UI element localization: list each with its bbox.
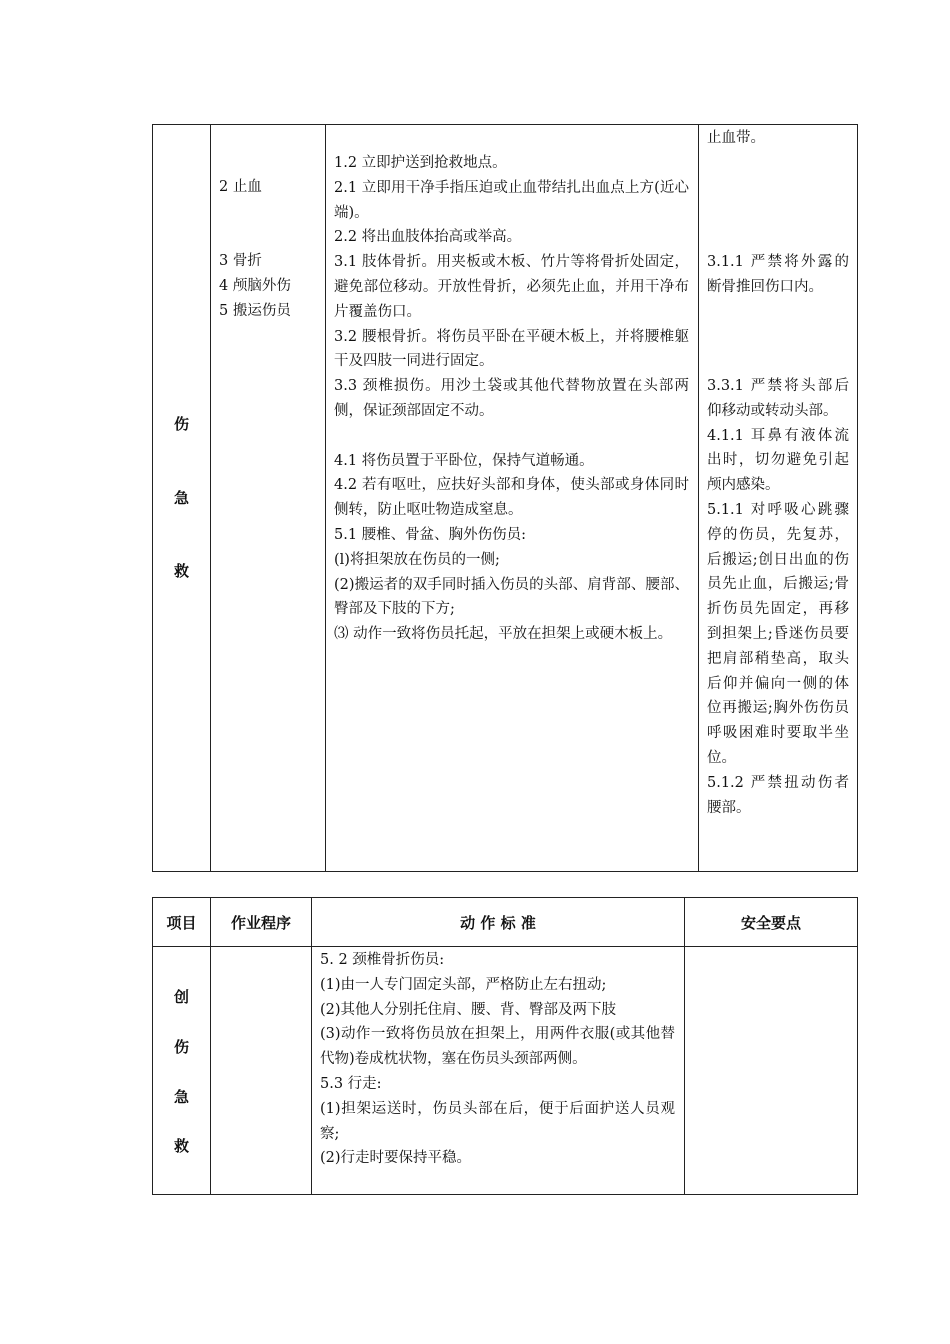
standard-paragraph: 4.1 将伤员置于平卧位，保持气道畅通。	[334, 452, 594, 469]
header-action-standard: 动 作 标 准	[312, 898, 685, 947]
standard-paragraph: 3.3 颈椎损伤。用沙土袋或其他代替物放置在头部两侧，保证颈部固定不动。	[334, 378, 689, 419]
standard-paragraph: 3.1 肢体骨折。用夹板或木板、竹片等将骨折处固定，避免部位移动。开放性骨折，必须先止血，并用干净布片覆盖伤口。	[334, 254, 689, 320]
table-row	[153, 947, 858, 1195]
procedure-cell	[211, 125, 326, 872]
safety-paragraph: 4.1.1 耳鼻有液体流出时，切勿避免引起颅内感染。	[707, 427, 849, 494]
safety-paragraph: 5.1.2 严禁扭动伤者腰部。	[707, 774, 849, 816]
standard-paragraph: (2)其他人分别托住肩、腰、背、臀部及两下肢	[320, 1001, 617, 1018]
procedure-step: 3 骨折	[219, 253, 262, 270]
item-char: 救	[173, 1137, 189, 1156]
standard-paragraph: 2.1 立即用干净手指压迫或止血带结扎出血点上方(近心端)。	[334, 179, 689, 221]
safety-paragraph: 5.1.1 对呼吸心跳骤停的伤员，先复苏，后搬运;创日出血的伤员先止血，后搬运;骨折伤员先固定，再移到担架上;昏迷伤员要把肩部稍垫高，取头后仰并偏向一侧的体位再搬运;胸外伤伤员呼吸困难时要取半坐位。	[707, 501, 849, 766]
standard-paragraph: 3.2 腰根骨折。将伤员平卧在平硬木板上，并将腰椎躯干及四肢一同进行固定。	[334, 328, 689, 370]
standard-paragraph: (l)将担架放在伤员的一侧;	[334, 551, 500, 568]
item-char: 伤	[173, 414, 189, 433]
item-cell	[153, 125, 211, 872]
safety-paragraph: 止血带。	[707, 130, 765, 146]
safety-points-cell	[699, 125, 858, 872]
item-char: 伤	[173, 1037, 189, 1056]
standard-paragraph: 2.2 将出血肢体抬高或举高。	[334, 229, 522, 246]
table-row	[153, 125, 858, 872]
header-item: 项目	[153, 898, 211, 947]
item-char: 创	[173, 988, 189, 1006]
procedure-step: 4 颅脑外伤	[219, 278, 291, 295]
procedure-table	[152, 897, 858, 1195]
procedure-cell	[211, 947, 312, 1195]
standard-paragraph: 1.2 立即护送到抢救地点。	[334, 155, 507, 171]
procedure-step: 5 搬运伤员	[219, 302, 291, 319]
item-char: 救	[173, 562, 189, 581]
standard-paragraph: 5. 2 颈椎骨折伤员:	[320, 952, 445, 968]
standard-paragraph: 4.2 若有呕吐，应扶好头部和身体，使头部或身体同时侧转，防止呕吐物造成窒息。	[334, 477, 689, 519]
procedure-table-continued	[152, 124, 858, 872]
action-standard-cell	[312, 947, 685, 1195]
standard-paragraph: (1)担架运送时，伤员头部在后，便于后面护送人员观察;	[320, 1100, 675, 1142]
standard-paragraph: (1)由一人专门固定头部，严格防止左右扭动;	[320, 976, 607, 993]
header-safety-points: 安全要点	[685, 898, 858, 947]
action-standard-cell	[326, 125, 699, 872]
procedure-step: 2 止血	[219, 179, 262, 195]
standard-paragraph: 5.3 行走:	[320, 1075, 382, 1092]
safety-points-cell	[685, 947, 858, 1195]
safety-paragraph: 3.1.1 严禁将外露的断骨推回伤口内。	[707, 253, 849, 295]
standard-paragraph: (3)动作一致将伤员放在担架上，用两件衣服(或其他替代物)卷成枕状物，塞在伤员头颈部两侧。	[320, 1026, 675, 1068]
safety-paragraph: 3.3.1 严禁将头部后仰移动或转动头部。	[707, 377, 849, 419]
header-row	[153, 898, 858, 947]
item-cell	[153, 947, 211, 1195]
standard-paragraph: 5.1 腰椎、骨盆、胸外伤伤员:	[334, 526, 527, 543]
standard-paragraph: (2)搬运者的双手同时插入伤员的头部、肩背部、腰部、臀部及下肢的下方;	[334, 576, 689, 618]
header-procedure: 作业程序	[211, 898, 312, 947]
standard-paragraph: (2)行走时要保持平稳。	[320, 1150, 472, 1167]
standard-paragraph: ⑶ 动作一致将伤员托起，平放在担架上或硬木板上。	[334, 626, 673, 643]
item-char: 急	[173, 1087, 189, 1106]
item-char: 急	[173, 488, 189, 507]
